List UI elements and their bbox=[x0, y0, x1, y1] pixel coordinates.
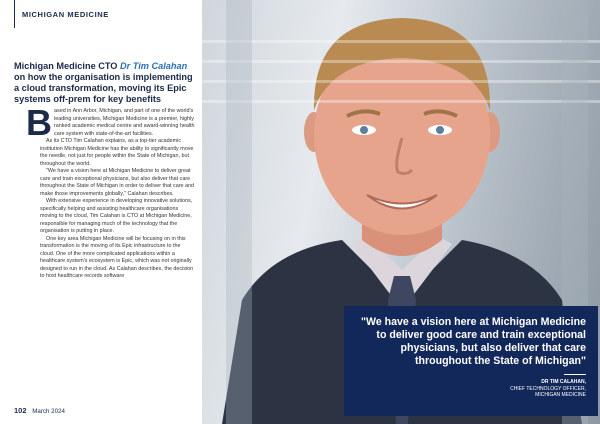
attribution-name: DR TIM CALAHAN, bbox=[541, 379, 586, 385]
body-paragraph-3: "We have a vision here at Michigan Medicine to deliver great care and train exceptional physicians, but also deliver that care throughout the State of Michigan in order to deliver that care and make those improvements globally," Calahan describes. bbox=[40, 168, 195, 197]
quote-attribution bbox=[352, 379, 586, 399]
body-paragraph-1: Based in Ann Arbor, Michigan, and part of one of the world's leading universities, Michigan Medicine is a premier, highly ranked academic medical centre and award-winning health care system with state-of-the-art facilities. bbox=[26, 102, 195, 143]
pull-quote-text: "We have a vision here at Michigan Medicine to deliver good care and train exceptional physicians, but also deliver that care throughout the State of Michigan" bbox=[360, 316, 586, 367]
issue-date: March 2024 bbox=[32, 408, 65, 415]
quote-divider bbox=[564, 374, 586, 375]
body-paragraph-5: One key area Michigan Medicine will be focusing on in this transformation is the moving of its Epic infrastructure to the cloud. One of the more complicated applications within a healthcare system's ecosystem is Epic, which was not originally designed to run in the cloud. As Calahan describes, the decision to host healthcare records software bbox=[40, 235, 194, 279]
section-label: MICHIGAN MEDICINE bbox=[22, 10, 109, 19]
headline-name: Dr Tim Calahan bbox=[120, 61, 188, 71]
article-body bbox=[26, 102, 196, 281]
body-paragraph-4: With extensive experience in developing innovative solutions, specifically helping and assisting healthcare organisations moving to the cloud, Tim Calahan is CTO at Michigan Medicine, responsible for managing much of the technology that the organisation is putting in place. bbox=[40, 198, 193, 234]
headline-rest: on how the organisation is implementing a cloud transformation, moving its Epic systems off-prem for key benefits bbox=[14, 72, 193, 104]
body-paragraph-2: As its CTO Tim Calahan explains, as a top-tier academic institution Michigan Medicine has the ability to significantly move the needle, not just for people within the State of Michigan, but throughout the world. bbox=[40, 138, 194, 167]
article-headline bbox=[14, 61, 194, 105]
headline-prefix: Michigan Medicine CTO bbox=[14, 61, 118, 71]
page-number: 102 bbox=[14, 406, 27, 415]
attribution-org: MICHIGAN MEDICINE bbox=[535, 392, 586, 398]
pull-quote-box bbox=[344, 306, 598, 416]
drop-cap: B bbox=[26, 102, 52, 143]
section-rule bbox=[14, 0, 15, 28]
attribution-title: CHIEF TECHNOLOGY OFFICER, bbox=[510, 385, 586, 392]
page-folio bbox=[14, 406, 65, 415]
